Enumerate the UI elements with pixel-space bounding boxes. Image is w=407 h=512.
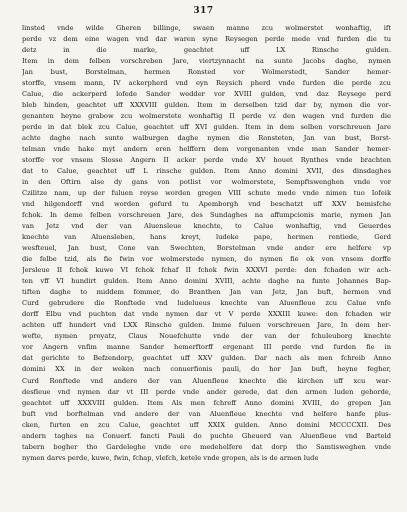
text-line: cken, furten en zcu Calue, geachtet uff XXIX gulden. Anno domini MCCCCXII. Des [22, 420, 391, 429]
text-line: wefte, nymen proyatz, Claus Nouefchutte vnde der van der fchuleuborg knechte [22, 332, 391, 341]
body-text [22, 23, 391, 464]
text-line: bleb hinden, geachtet uff XXXVIII gulden. Item in derselben tzid dar by, nymen die vor- [22, 101, 391, 110]
text-line: knechte van Aluensleben, hans kreyt, ludeke pape, hermen rentiede, Gerd [22, 233, 391, 242]
text-line: desfleue vnd nymen dar vt III perde vnde ander gerede, dat den armen luden gehorde, [22, 387, 391, 396]
text-line: die felbe tzid, als fie fwin vor wolmerstede nymen, do nymen fie ok von vnsem dorffe [22, 255, 391, 264]
page-number: 317 [193, 6, 214, 16]
text-line: storffe vor vnsem Slosse Angern II acker perde vnde XV houet Rynthes vnde brachten [22, 156, 391, 165]
text-line: in den Oftirn alse dy gans von potlist vor wolmerstete, Sempftswenghen vnde vor [22, 178, 391, 187]
text-line: Curd Ronftede vnd andere der van Aluenfleue knechte die kirchen uff xcu war- [22, 376, 391, 385]
text-line: ten vff VI hundirt gulden. Item Anno domini XVIII, achte daghe na funte Johannes Bap- [22, 277, 391, 286]
text-line: perde vz dem eine wagen vnd dar waren syne Reysegen perde mede vnd furden die tu [22, 35, 391, 44]
text-line: wesfteuel, Jan bust, Cone van Swechten, Borstelman vnde ander ere helfere vp [22, 244, 391, 253]
text-line: andern taghes na Conuerf. fancti Pauli do puchte Gheuerd van Aluenfleue vnd Barteld [22, 431, 391, 440]
text-line: detz in die marke, geachtet uff LX Rinsche gulden. [22, 46, 391, 55]
text-line: buft vnd borftelman vnd andere der van Aluenfleue knechte vnd helfere hanfe plus- [22, 409, 391, 418]
text-line: Jersleue II fchok kuwe VI fchok fchaf II fchok fwin XXXVI perde: den fchaden wir ach- [22, 266, 391, 275]
text-line: domini XX in der weken nach conuerfionis pauli, do hor Jan buft, heyne fegher, [22, 365, 391, 374]
text-line: linsted vnde wilde Gheren billinge, swaen manne zcu wolmerstet wonhaftig, ift [22, 24, 391, 32]
text-line: tabern bogher tho Gardeleghe vnde ere medehelfere dat dorp tho Samtisweghen vnde [22, 442, 391, 451]
text-line: tiften daghe to middem fommer, do Branthen Jan van Jetz, Jan buft, hermen vnd [22, 288, 391, 297]
text-line: Calue, die ackerperd lofede Sander wedder vor XVIII gulden, vnd daz Reysege perd [22, 90, 391, 99]
text-line: nymen darvs perde, kuwe, fwin, fchap, vlefch, ketele vnde gropen, als is de armen lude [22, 453, 319, 462]
text-line: dat to Calue, geachtet uff L rinsche gulden. Item Anno domini XVII, des dinsdaghes [22, 167, 391, 176]
text-line: fchok. In deme felben vorschreuen Jare, des Sundaghes na affumpcionis marie, nymen Jan [22, 211, 391, 220]
text-line: perde in dat blek zcu Calue, geachtet uff XVI gulden. Item in dem selben vorschreuen Jare [22, 123, 391, 132]
text-line: achten uff hundert vnd LXX Rinsche gulden. Imme fuluen vorschreuen Jare, In dem her- [22, 321, 391, 330]
text-line: telman vnde hake myt andern eren helffern dem vorgenanten vnde man Sander hemer- [22, 145, 391, 154]
text-line: vnd hilgendorff vnd worden gefurd tu Apemborgh vnd beschatzt uff XXV bemisfche [22, 200, 391, 209]
text-line: Curd gebrudere die Ronftede vnd ludelueus knechte van Aluenfleue zcu Calue vnfe [22, 299, 391, 308]
text-line: dorff Elbu vnd puchten dat vnde nymen dar vt V perde XXXIII kuwe: den fchaden wir [22, 310, 391, 319]
text-line: dat gerichte to Befzendorp, geachtet uff XXV gulden. Dar nach als men fchreib Anno [22, 354, 391, 363]
text-line: Item in dem felben vorschreben Jare, viertzynnacht na sunte Jacobs daghe, nymen [22, 57, 391, 66]
text-line: geachtet uff XXXVIII gulden. Item Als men fchreff Anno domini XVIII, do grepen Jan [22, 398, 391, 407]
text-line: achte daghe nach sunte walburgen daghe nymen die Ronsteten, Jan van bust, Borst- [22, 134, 391, 143]
text-line: Czilitze nam, up der fuluen reyse worden gregen VIII schute mede vnde nimen tuo Iofeik [22, 189, 391, 198]
text-line: genanten heyne grabow zcu wolmerstete wonhaftig II perde vz den wagen vnd furden die [22, 112, 391, 121]
text-line: vor Angern vnfim manne Sander hemerftorff ergenant III perde vnd furden fie in [22, 343, 391, 352]
text-line: storffe, vnsem mann, IV ackerpherd vnd eyn Reysich pherd vnde furden die perde zcu [22, 79, 391, 88]
text-line: van Jetz vnd der van Aluensleue knechte, to Calue wonhaftig, vnd Geuerdes [22, 222, 391, 231]
text-line: Jan bust, Borstelman, hermen Ronsted vor Wolmerstedt, Sander hemer- [22, 68, 391, 77]
